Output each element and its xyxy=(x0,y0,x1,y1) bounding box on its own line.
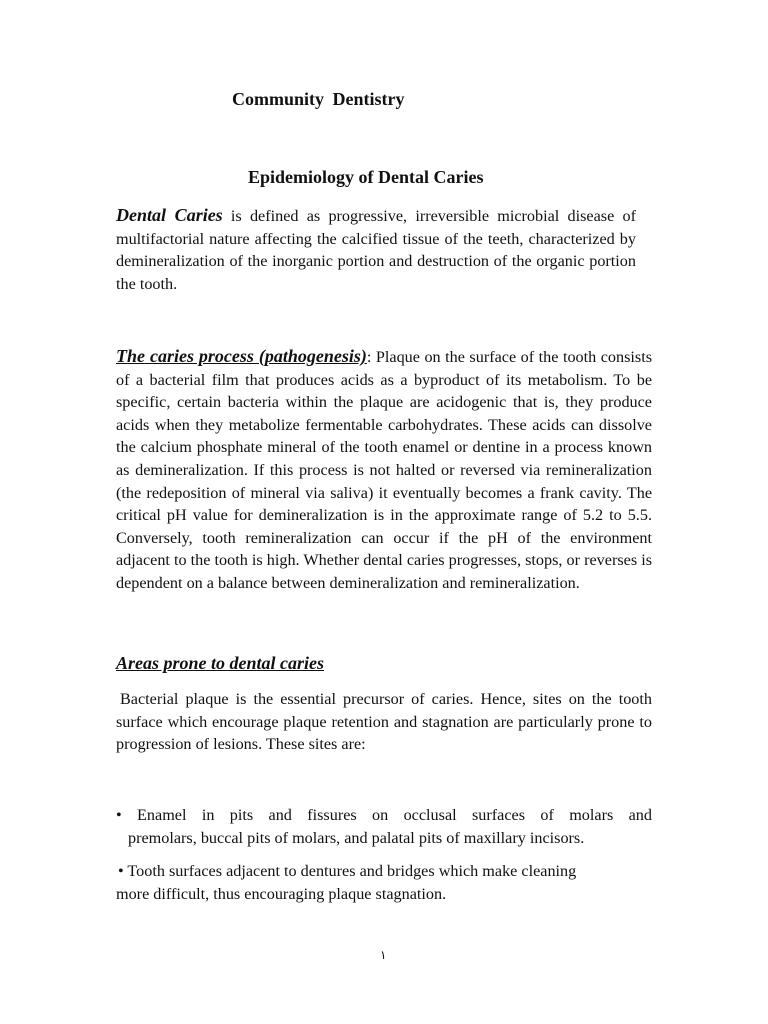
definition-text: is defined as progressive, irreversible microbial disease of multifactorial nature affecting the calcified tissue of the teeth, characterized by demineralization of the inorganic portion and destruction of the organic portion the tooth. xyxy=(116,207,636,293)
caries-process-heading: The caries process (pathogenesis) xyxy=(116,346,367,366)
bullet-item-dentures xyxy=(116,860,636,905)
bullet-line: more difficult, thus encouraging plaque stagnation. xyxy=(116,884,447,903)
bullet-line: • Tooth surfaces adjacent to dentures and bridges which make cleaning xyxy=(118,862,577,880)
caries-process-paragraph xyxy=(116,345,652,595)
areas-intro-paragraph: Bacterial plaque is the essential precursor of caries. Hence, sites on the tooth surface which encourage plaque retention and stagnation are particularly prone to progression of lesions. These sites are: xyxy=(116,690,652,754)
document-title: Epidemiology of Dental Caries xyxy=(248,167,484,187)
definition-paragraph xyxy=(116,204,636,295)
page-number: ١ xyxy=(380,948,387,962)
bullet-line: • Enamel in pits and fissures on occlusal surfaces of molars and xyxy=(116,806,652,824)
areas-heading: Areas prone to dental caries xyxy=(116,653,325,673)
definition-term: Dental Caries xyxy=(116,205,223,225)
caries-process-text: : Plaque on the surface of the tooth consists of a bacterial film that produces acids as a byproduct of its metabolism. To be specific, certain bacteria within the plaque are acidogenic that is, they produce acids when they metabolize fermentable carbohydrates. These acids can dissolve the calcium phosphate mineral of the tooth enamel or dentine in a process known as demineralization. If this process is not halted or reversed via remineralization (the redeposition of mineral via saliva) it eventually becomes a frank cavity. The critical pH value for demineralization is in the approximate range of 5.2 to 5.5. Conversely, tooth remineralization can occur if the pH of the environment adjacent to the tooth is high. Whether dental caries progresses, stops, or reverses is dependent on a balance between demineralization and remineralization. xyxy=(116,348,652,592)
bullet-item-enamel-pits xyxy=(116,804,652,849)
course-title: Community Dentistry xyxy=(232,89,405,109)
bullet-line: premolars, buccal pits of molars, and palatal pits of maxillary incisors. xyxy=(128,828,585,847)
